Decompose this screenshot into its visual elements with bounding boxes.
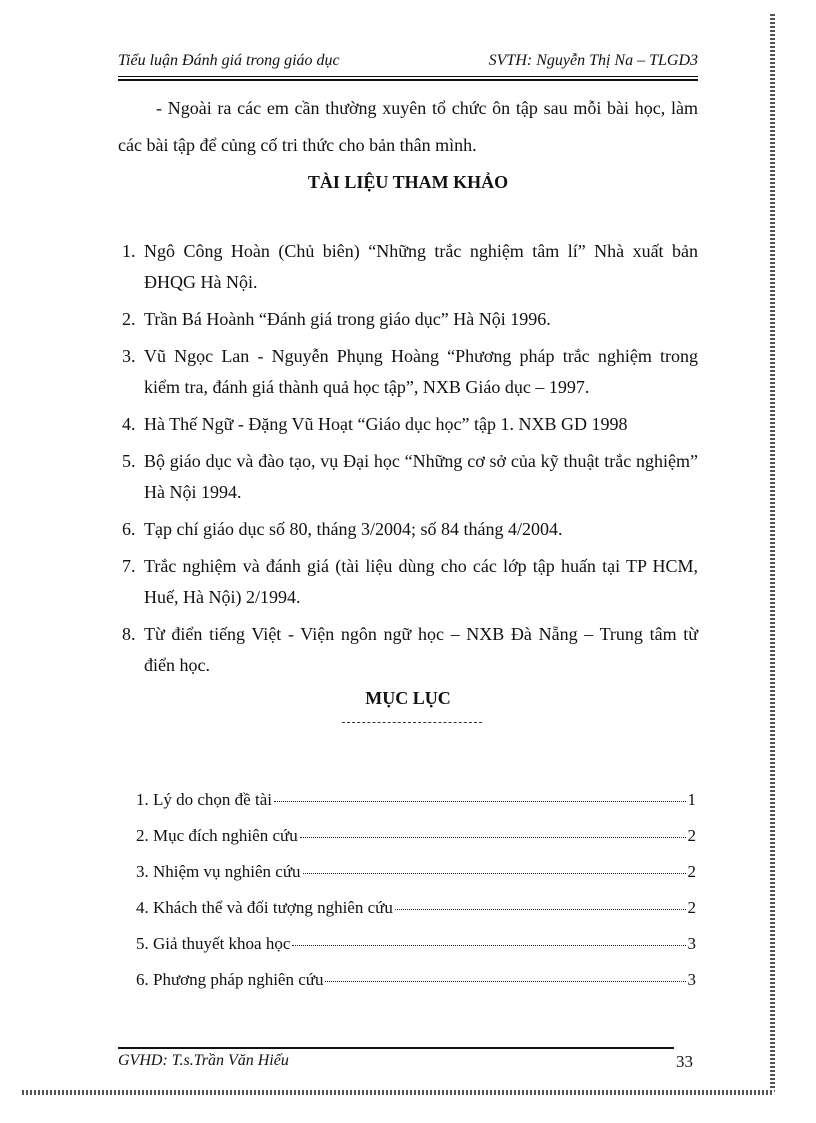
toc-entry-page: 2 — [687, 898, 696, 917]
toc-entry-page: 2 — [687, 826, 696, 845]
toc-entry-page: 3 — [687, 934, 696, 953]
reference-item — [118, 409, 698, 440]
toc-dot-leader — [274, 801, 686, 802]
reference-number: 6. — [122, 519, 136, 539]
toc-entry-label: 6. Phương pháp nghiên cứu — [136, 970, 324, 989]
reference-text: Trắc nghiệm và đánh giá (tài liệu dùng cho các lớp tập huấn tại TP HCM, Huế, Hà Nội) 2/1994. — [144, 556, 698, 607]
toc-dot-leader — [292, 945, 685, 946]
reference-item — [118, 619, 698, 681]
page-header — [118, 50, 698, 76]
page-border-bottom — [22, 1090, 774, 1095]
reference-item — [118, 341, 698, 403]
reference-text: Vũ Ngọc Lan - Nguyễn Phụng Hoàng “Phương pháp trắc nghiệm trong kiểm tra, đánh giá thành quả học tập”, NXB Giáo dục – 1997. — [144, 346, 698, 397]
reference-number: 5. — [122, 451, 136, 471]
intro-paragraph: - Ngoài ra các em cần thường xuyên tổ chức ôn tập sau mỗi bài học, làm các bài tập để củng cố tri thức cho bản thân mình. — [118, 98, 698, 155]
toc-entry[interactable] — [136, 934, 696, 970]
toc-entry[interactable] — [136, 970, 696, 1006]
reference-item — [118, 236, 698, 298]
page-border-right — [770, 14, 775, 1094]
reference-item — [118, 514, 698, 545]
toc-entry[interactable] — [136, 862, 696, 898]
toc-entry-label: 1. Lý do chọn đề tài — [136, 790, 272, 809]
toc-entry-page: 3 — [687, 970, 696, 989]
page-number: 33 — [676, 1052, 693, 1071]
toc-dot-leader — [300, 837, 686, 838]
references-list — [118, 236, 698, 687]
reference-number: 3. — [122, 346, 136, 366]
header-author: SVTH: Nguyễn Thị Na – TLGD3 — [488, 52, 698, 69]
toc-dot-leader — [303, 873, 686, 874]
reference-text: Ngô Công Hoàn (Chủ biên) “Những trắc nghiệm tâm lí” Nhà xuất bản ĐHQG Hà Nội. — [144, 241, 698, 292]
reference-text: Từ điển tiếng Việt - Viện ngôn ngữ học – NXB Đà Nẵng – Trung tâm từ điển học. — [144, 624, 698, 675]
reference-text: Hà Thế Ngữ - Đặng Vũ Hoạt “Giáo dục học” tập 1. NXB GD 1998 — [144, 414, 628, 434]
reference-number: 1. — [122, 241, 136, 261]
toc-dot-leader — [395, 909, 686, 910]
toc-entry[interactable] — [136, 790, 696, 826]
reference-number: 7. — [122, 556, 136, 576]
reference-item — [118, 446, 698, 508]
toc-entry[interactable] — [136, 898, 696, 934]
reference-text: Trần Bá Hoành “Đánh giá trong giáo dục” Hà Nội 1996. — [144, 309, 551, 329]
toc-entry[interactable] — [136, 826, 696, 862]
table-of-contents — [136, 790, 696, 1006]
header-document-title: Tiểu luận Đánh giá trong giáo dục — [118, 52, 340, 69]
toc-entry-label: 5. Giả thuyết khoa học — [136, 934, 291, 953]
toc-heading: MỤC LỤC — [365, 688, 451, 708]
toc-entry-page: 2 — [687, 862, 696, 881]
reference-number: 8. — [122, 624, 136, 644]
reference-text: Bộ giáo dục và đào tạo, vụ Đại học “Những cơ sở của kỹ thuật trắc nghiệm” Hà Nội 1994. — [144, 451, 698, 502]
reference-item — [118, 304, 698, 335]
footer-supervisor: GVHD: T.s.Trần Văn Hiếu — [118, 1052, 289, 1069]
header-rule — [118, 76, 698, 81]
reference-number: 4. — [122, 414, 136, 434]
toc-divider — [342, 722, 482, 723]
toc-dot-leader — [325, 981, 685, 982]
reference-text: Tạp chí giáo dục số 80, tháng 3/2004; số 84 tháng 4/2004. — [144, 519, 563, 539]
reference-item — [118, 551, 698, 613]
toc-entry-page: 1 — [687, 790, 696, 809]
reference-number: 2. — [122, 309, 136, 329]
toc-entry-label: 2. Mục đích nghiên cứu — [136, 826, 298, 845]
toc-entry-label: 4. Khách thể và đối tượng nghiên cứu — [136, 898, 393, 917]
toc-entry-label: 3. Nhiệm vụ nghiên cứu — [136, 862, 301, 881]
references-heading: TÀI LIỆU THAM KHẢO — [307, 172, 509, 192]
footer-rule — [118, 1047, 674, 1049]
